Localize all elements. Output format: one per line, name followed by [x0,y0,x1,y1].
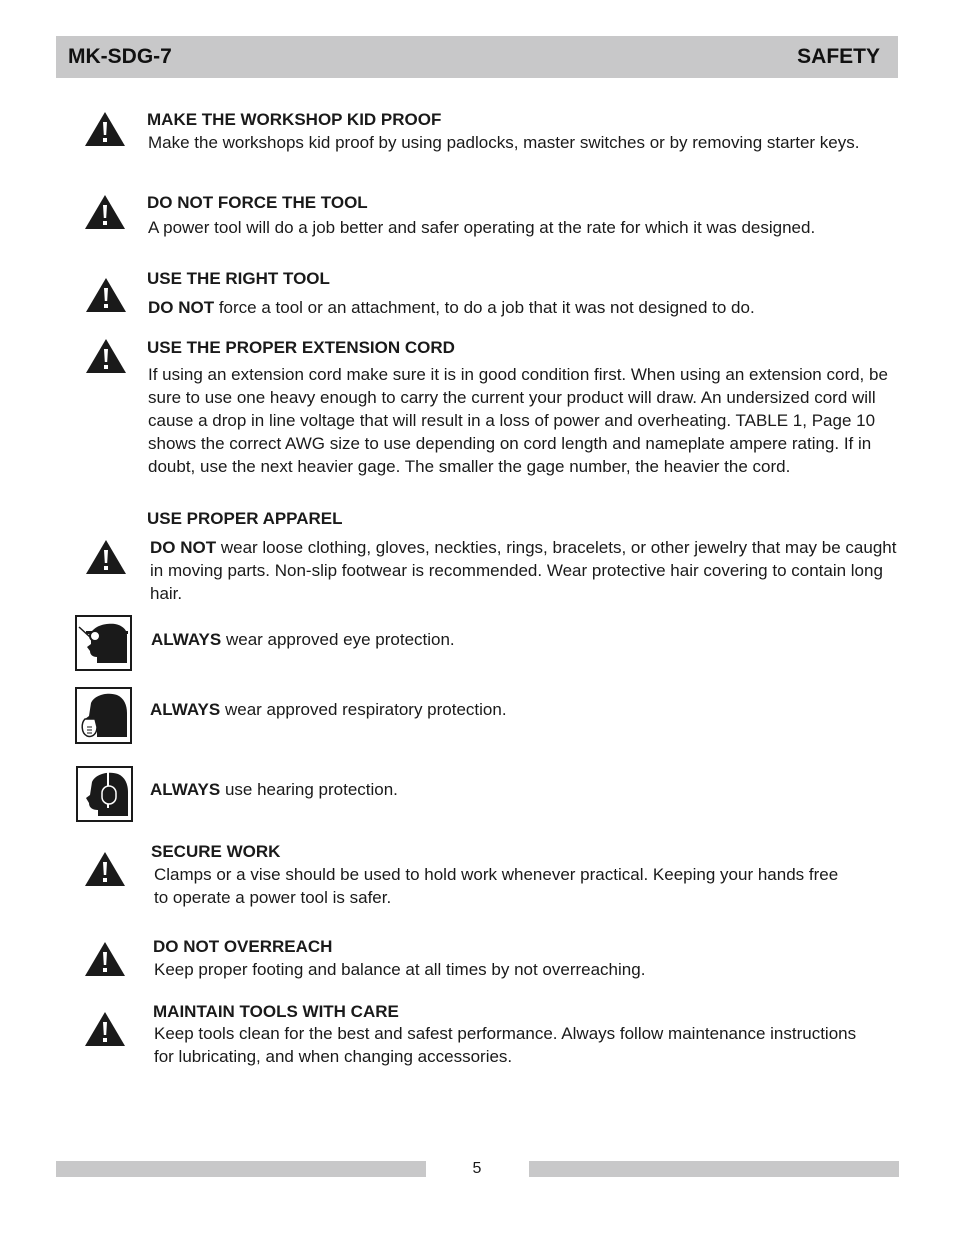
warning-triangle-icon [84,194,126,230]
hearing-protection-icon [76,766,133,822]
item-body: Keep proper footing and balance at all times by not overreaching. [154,960,646,979]
warning-triangle-icon [84,851,126,887]
item-body [148,296,898,319]
item-title: DO NOT OVERREACH [153,937,333,956]
item-title: MAINTAIN TOOLS WITH CARE [153,1002,399,1021]
ppe-hearing-text [150,780,398,800]
warning-triangle-icon [84,111,126,147]
model-number: MK-SDG-7 [68,45,172,68]
body-text: wear approved eye protection. [221,630,455,649]
item-title: USE THE PROPER EXTENSION CORD [147,338,455,357]
warning-triangle-icon [84,1011,126,1047]
ppe-respirator-text [150,700,507,720]
item-title: SECURE WORK [151,842,281,861]
page-header [56,36,898,78]
body-text: wear approved respiratory protection. [220,700,507,719]
ppe-eye-text [151,630,455,650]
eye-protection-icon [75,615,132,671]
item-body: Clamps or a vise should be used to hold work whenever practical. Keeping your hands free to operate a power tool is safer. [154,865,839,907]
item-title: MAKE THE WORKSHOP KID PROOF [147,110,442,129]
item-body [150,536,900,605]
item-body: Keep tools clean for the best and safest performance. Always follow maintenance instructions for lubricating, and when changing accessories. [154,1024,857,1066]
emphasis: ALWAYS [150,780,221,799]
page-number: 5 [472,1160,482,1177]
warning-triangle-icon [84,941,126,977]
section-title: SAFETY [797,45,880,68]
item-body: Make the workshops kid proof by using padlocks, master switches or by removing starter keys. [148,133,860,152]
item-title: DO NOT FORCE THE TOOL [147,193,368,212]
item-body: If using an extension cord make sure it is in good condition first. When using an extension cord, be sure to use one heavy enough to carry the current your product will draw. An undersized cord will cause a drop in line voltage that will result in a loss of power and overheating. TABLE 1, Page 10 shows the correct AWG size to use depending on cord length and nameplate ampere rating. If in doubt, use the next heavier gage. The smaller the gage number, the heavier the cord. [148,365,888,476]
item-title: USE PROPER APPAREL [147,509,343,528]
item-title: USE THE RIGHT TOOL [147,269,330,288]
item-body: A power tool will do a job better and safer operating at the rate for which it was designed. [148,218,816,237]
emphasis: ALWAYS [150,700,221,719]
emphasis: ALWAYS [151,630,222,649]
body-text: wear loose clothing, gloves, neckties, rings, bracelets, or other jewelry that may be caught in moving parts. Non-slip footwear is recommended. Wear protective hair covering to contain long hair. [150,538,897,603]
warning-triangle-icon [85,277,127,313]
warning-triangle-icon [85,338,127,374]
emphasis: DO NOT [150,538,217,557]
respirator-icon [75,687,132,744]
body-text: use hearing protection. [220,780,398,799]
body-text: force a tool or an attachment, to do a job that it was not designed to do. [214,298,755,317]
emphasis: DO NOT [148,298,215,317]
warning-triangle-icon [85,539,127,575]
